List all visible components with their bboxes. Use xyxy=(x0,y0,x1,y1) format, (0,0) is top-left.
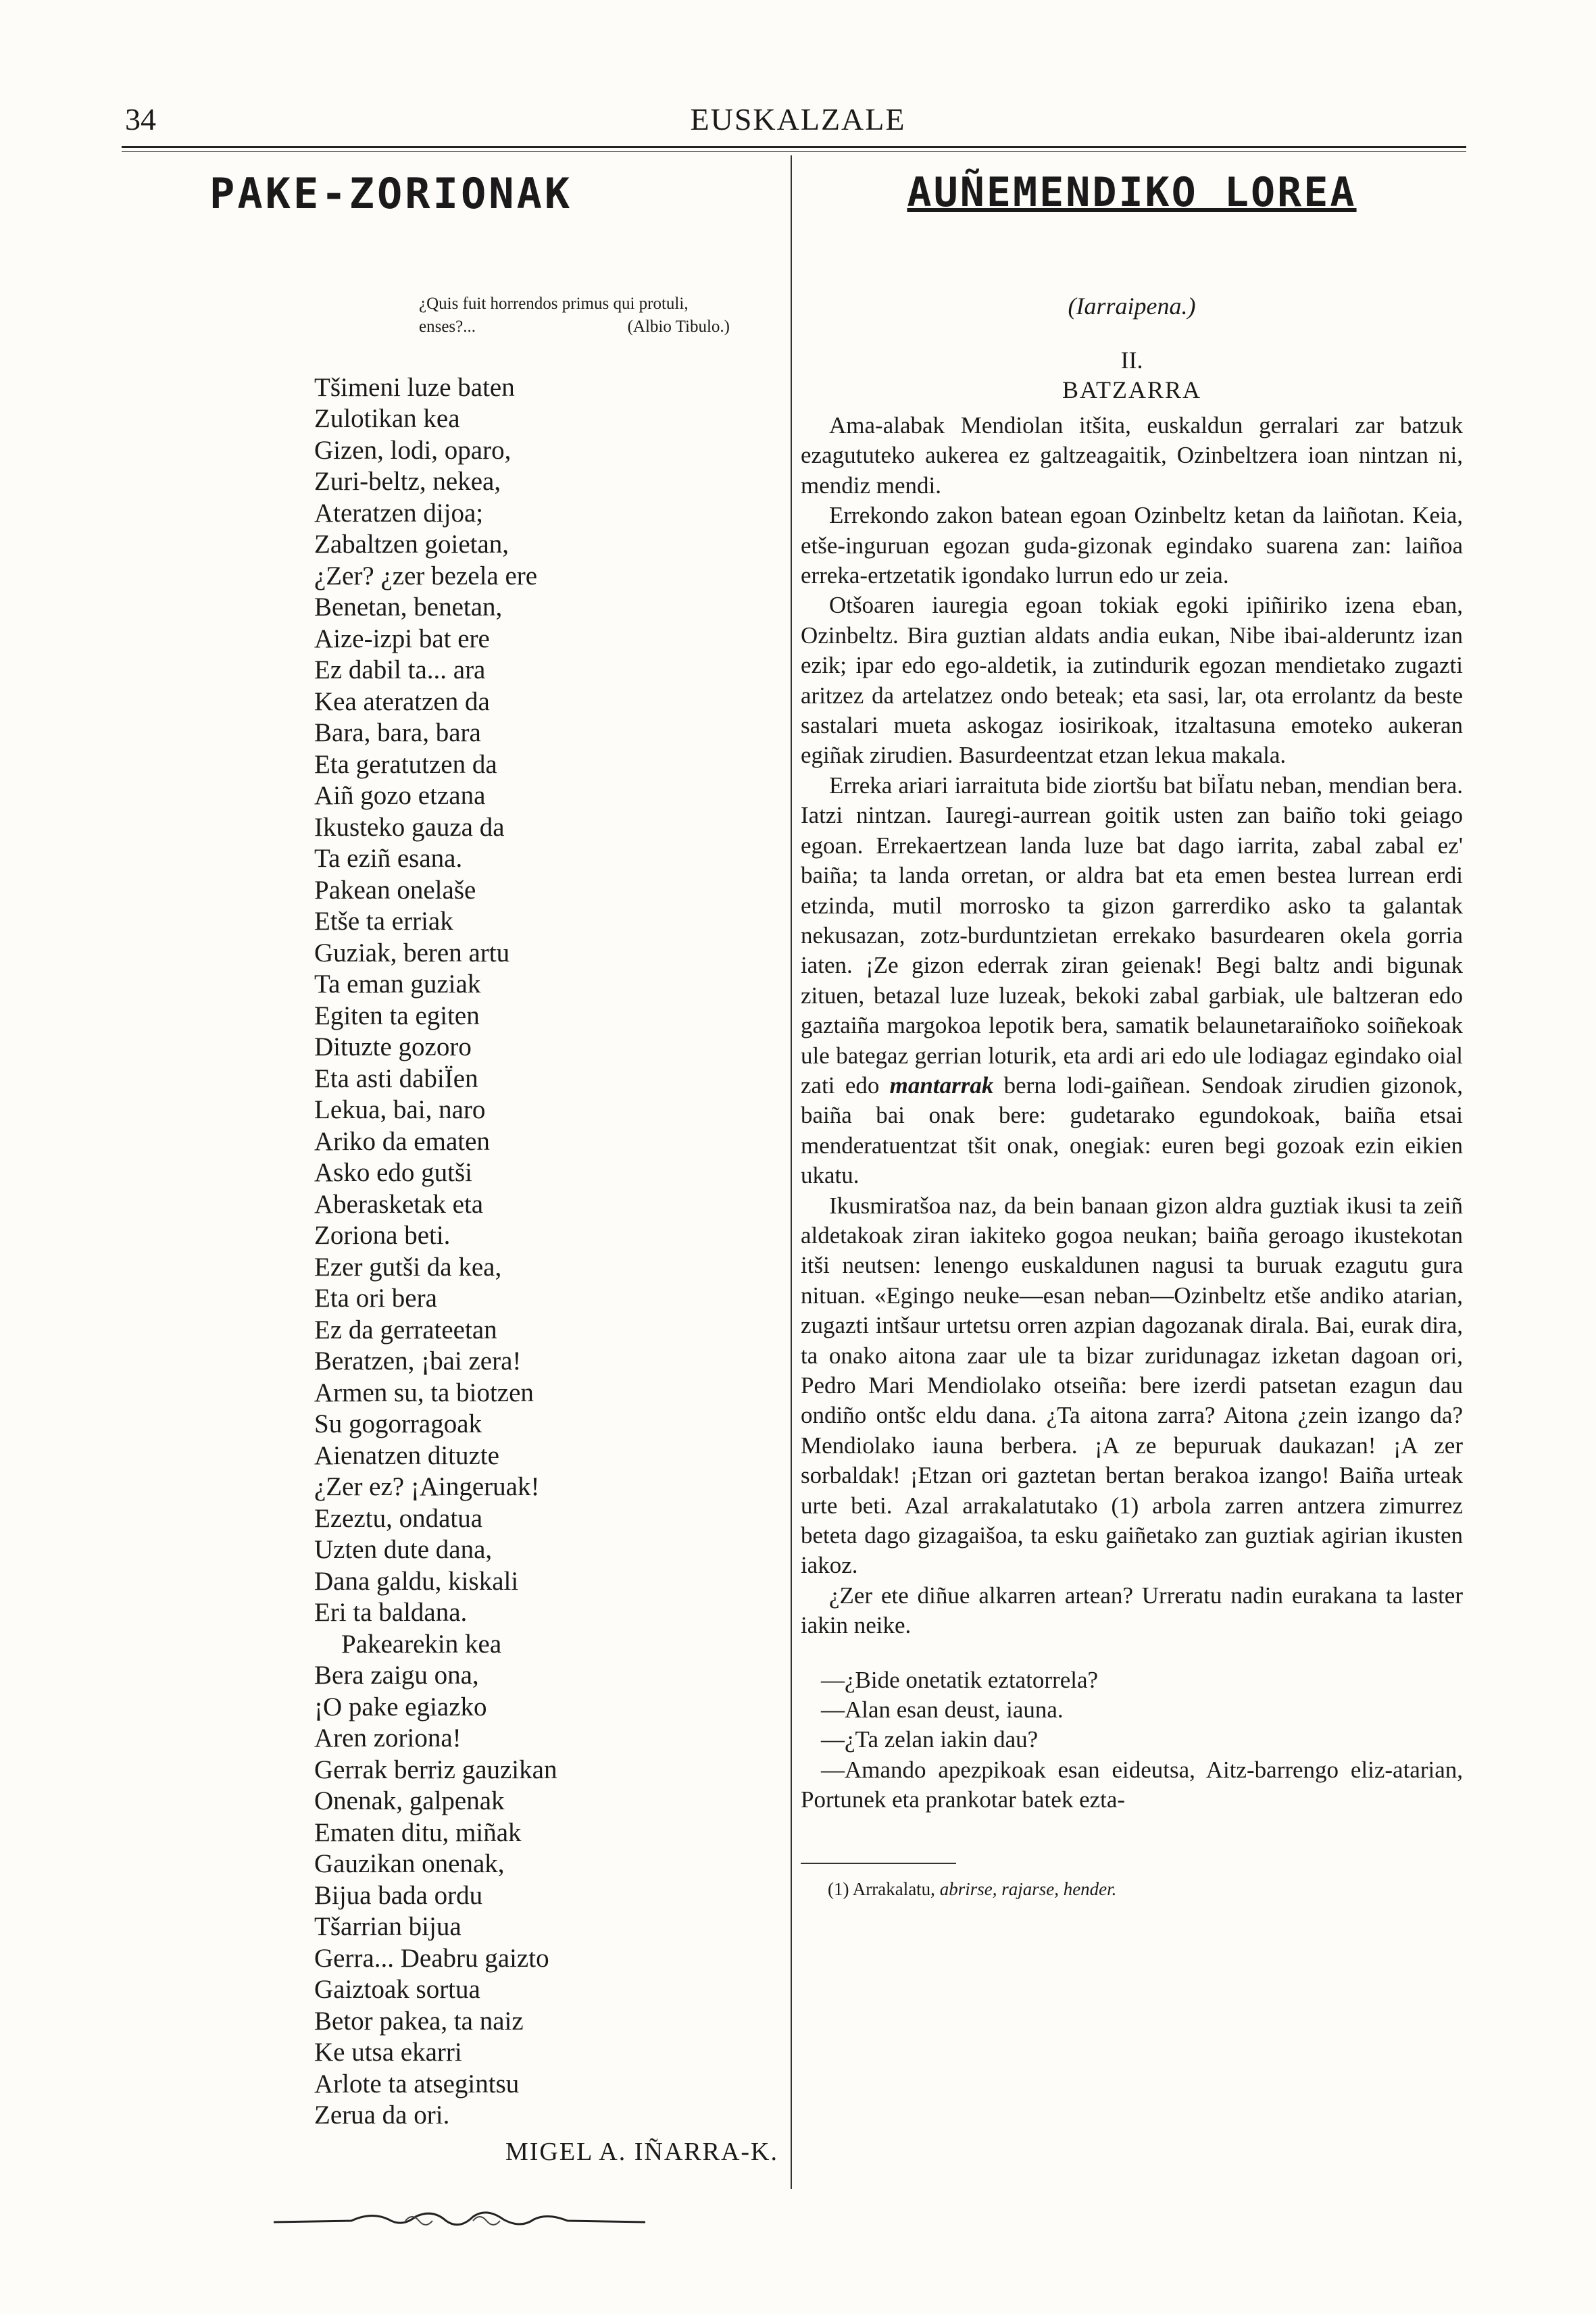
dialogue xyxy=(801,1665,1463,1815)
poem-line: Zabaltzen goietan, xyxy=(314,530,509,559)
poem-line: Aienatzen dituzte xyxy=(314,1440,499,1470)
column-divider xyxy=(791,155,792,2189)
poem-line: Aberasketak eta xyxy=(314,1189,484,1219)
ornament-divider xyxy=(270,2207,784,2238)
footnote-italic: abrirse, rajarse, hender. xyxy=(939,1878,1117,1899)
poem-line: Benetan, benetan, xyxy=(314,593,503,622)
poem-line: ¿Zer ez? ¡Aingeruak! xyxy=(314,1472,540,1501)
poem-line: Aiñ gozo etzana xyxy=(314,781,486,810)
poem-line: Beratzen, ¡bai zera! xyxy=(314,1347,522,1376)
poem-line: Ta eman guziak xyxy=(314,970,481,999)
poem-line: Arlote ta atsegintsu xyxy=(314,2069,520,2098)
footnote-marker: (1) xyxy=(828,1878,849,1899)
poem-line: Dana galdu, kiskali xyxy=(314,1566,519,1596)
poem-line: Eri ta baldana. xyxy=(314,1598,468,1627)
page-number: 34 xyxy=(125,102,156,136)
ornament-flourish-icon xyxy=(270,2207,649,2234)
header-rule xyxy=(122,146,1466,148)
poem-line: Eta geratutzen da xyxy=(314,749,497,779)
paragraph: Errekondo zakon batean egoan Ozinbeltz ketan da laiñotan. Keia, etše-inguruan egozan guda-gizonak egindako suarena zan: laiñoa erreka-ertzetatik igondako lurrun edo ur zeia. xyxy=(801,502,1463,589)
poem-line: Lekua, bai, naro xyxy=(314,1095,486,1124)
poem-line: Ateratzen dijoa; xyxy=(314,498,484,528)
poem-line: Bara, bara, bara xyxy=(314,718,481,747)
poem-line: Etše ta erriak xyxy=(314,907,453,936)
poem-line: Guziak, beren artu xyxy=(314,938,510,967)
paragraph: Ikusmiratšoa naz, da bein banaan gizon aldra guztiak ikusi ta zeiñ aldetakoak ziran iakiteko gogoa neukan; baiña geroago ikustekotan itši neutsen: lenengo euskaldunen nagusi ta buruak ezagutu gura nituan. «Egingo neuke—esan neban—Ozinbeltz etše andiko atarian, zugazti intšaur urtetsu orren azpian dagozanak dirala. Bai, eurak dira, ta onako aitona zaar ule ta bizar zuridunagaz izketan dagoan ori, Pedro Mari Mendiolako otseiña: bere izerdi patsetan ezagun dau ondiño ontšc eldu dana. ¿Ta aitona zarra? Aitona ¿zein izango da? Mendiolako iauna berbera. ¡A ze bepuruak daukazan! ¡A zer sorbaldak! ¡Etzan ori gaztetan bertan berakoa izango! Baiña urteak urte beti. Azal arrakalatutako (1) arbola zarren antzera zimurrez beteta dago gizagaišoa, ta esku gaiñetako zan guztiak agirian ikusten iakoz. xyxy=(801,1192,1463,1579)
section-title: BATZARRA xyxy=(1062,376,1202,403)
dialogue-line: —Amando apezpikoak esan eideutsa, Aitz-barrengo eliz-atarian, Portunek eta prankotar batek ezta- xyxy=(801,1756,1463,1813)
story-body xyxy=(801,411,1463,1815)
left-column xyxy=(203,169,784,2238)
poem-line: Ta eziñ esana. xyxy=(314,844,463,873)
poem-line: Bera zaigu ona, xyxy=(314,1661,479,1690)
paragraph: Ama-alabak Mendiolan itšita, euskaldun gerralari zar batzuk ezagututeko aukerea ez galtzeagaitik, Ozinbeltzera ioan nintzan ni, mendiz mendi. xyxy=(801,412,1463,499)
dialogue-line: —¿Ta zelan iakin dau? xyxy=(821,1726,1039,1753)
chapter-number: II. xyxy=(1120,347,1143,374)
poem-title: PAKE-ZORIONAK xyxy=(209,169,573,218)
poem-line: Tšimeni luze baten xyxy=(314,372,515,402)
poem-line: Ematen ditu, miñak xyxy=(314,1817,522,1847)
poem-line: Bijua bada ordu xyxy=(314,1880,483,1910)
poem-line: Zoriona beti. xyxy=(314,1221,451,1250)
poem-line: Ez dabil ta... ara xyxy=(314,655,486,684)
poem-line: Ikusteko gauza da xyxy=(314,812,505,842)
poem-line: Egiten ta egiten xyxy=(314,1001,480,1030)
poem-line: Eta ori bera xyxy=(314,1284,437,1313)
header-rule-thin xyxy=(122,151,1466,152)
poem-line: Gerra... Deabru gaizto xyxy=(314,1943,549,1973)
author-signature: MIGEL A. IÑARRA-K. xyxy=(505,2137,778,2166)
poem-line: Ezeztu, ondatua xyxy=(314,1503,483,1533)
poem-line: Pakearekin kea xyxy=(341,1629,502,1659)
poem-line: Ezer gutši da kea, xyxy=(314,1252,502,1282)
poem-line: Dituzte gozoro xyxy=(314,1032,472,1061)
poem-line: Aren zoriona! xyxy=(314,1724,462,1753)
poem-line: Eta asti dabiÏen xyxy=(314,1063,478,1093)
poem-line: Kea ateratzen da xyxy=(314,686,490,716)
poem-line: Asko edo gutši xyxy=(314,1158,472,1187)
paragraphs xyxy=(801,411,1463,1641)
paragraph: Erreka ariari iarraituta bide ziortšu bat biÏatu neban, mendian bera. Iatzi nintzan. Iauregi-aurrean goitik usten zan baiño toki geiago egoan. Errekaertzean landa luze bat dago iarrita, zabal zabal ez' baiña; ta landa orretan, or aldra bat eta emen bestea lurrean erdi etzinda, mutil morrosko ta gizon garrerdiko asko ta galantak nekusazan, zotz-burduntzietan errekako basurdearen okela gorria iaten. ¡Ze gizon ederrak ziran geienak! Begi baltz andi bigunak zituen, betazal luze luzeak, bekoki zabal garbiak, ule baltzeran edo gaztaiña margokoa lepotik bera, samatik belaunetaraiñoko soiñekoak ule bategaz gerrian loturik, eta ardi ari edo ule lodiagaz egindako oial zati edo mantarrak berna lodi-gaiñean. Sendoak zirudien gizonok, baiña bai onak bere: gudetarako egundokoak, baiña etsai menderatuentzat tšit onak, onegiak: euren begi gozoak ezin eikien ukatu. xyxy=(801,772,1463,1189)
footnote-text: Arrakalatu, xyxy=(852,1878,935,1899)
poem-line: Su gogorragoak xyxy=(314,1409,482,1438)
epigraph-line: ¿Quis fuit horrendos primus qui protuli, xyxy=(419,295,689,313)
poem-line: Gauzikan onenak, xyxy=(314,1849,505,1878)
spacer xyxy=(801,1641,1463,1665)
running-head: EUSKALZALE xyxy=(690,102,906,136)
footnote-rule xyxy=(801,1863,956,1864)
epigraph-text: enses?... xyxy=(419,317,476,336)
paragraph: Otšoaren iauregia egoan tokiak egoki ipiñiriko izena eban, Ozinbeltz. Bira guztian aldats andia eukan, Nibe ibai-alderuntz izan ezik; ipar edo ego-aldetik, ia zutindurik egozan mendietako zugazti aritzez da artelatzez ondo beteak; eta sasi, lar, ota errolantz da beste sastalari mueta askogaz iosirikoak, itzaltasuna emoteko aukeran egiñak zirudien. Basurdeentzat etzan lekua makala. xyxy=(801,592,1463,769)
story-subtitle: (Iarraipena.) xyxy=(1068,293,1196,320)
poem-line: Ez da gerrateetan xyxy=(314,1315,497,1344)
poem-line: Ke utsa ekarri xyxy=(314,2038,462,2067)
poem-line: Armen su, ta biotzen xyxy=(314,1378,534,1407)
poem-line: Gerrak berriz gauzikan xyxy=(314,1755,557,1784)
poem-line: Betor pakea, ta naiz xyxy=(314,2006,524,2036)
poem-line: Gizen, lodi, oparo, xyxy=(314,435,512,465)
dialogue-line: —Alan esan deust, iauna. xyxy=(821,1696,1064,1724)
poem-line: ¿Zer? ¿zer bezela ere xyxy=(314,561,538,590)
poem-body xyxy=(314,372,784,2132)
footnote xyxy=(801,1879,1463,1900)
poem-line: Zerua da ori. xyxy=(314,2101,450,2130)
epigraph-line xyxy=(419,316,730,338)
poem-line: Gaiztoak sortua xyxy=(314,1975,480,2004)
dialogue-line: —¿Bide onetatik eztatorrela? xyxy=(821,1666,1099,1693)
epigraph-source: (Albio Tibulo.) xyxy=(627,317,730,336)
poem-line: Zuri-beltz, nekea, xyxy=(314,467,501,496)
poem-line: Uzten dute dana, xyxy=(314,1535,493,1564)
poem-line: Pakean onelaše xyxy=(314,875,476,905)
poem-line: Zulotikan kea xyxy=(314,404,460,433)
poem-line: Onenak, galpenak xyxy=(314,1786,505,1815)
italic-term: mantarrak xyxy=(889,1072,994,1099)
story-title: AUÑEMENDIKO LOREA xyxy=(907,169,1357,216)
poem-line: ¡O pake egiazko xyxy=(314,1692,487,1721)
right-column xyxy=(801,169,1463,1900)
epigraph xyxy=(419,293,784,338)
poem-line: Tšarrian bijua xyxy=(314,1912,462,1941)
poem-line: Ariko da ematen xyxy=(314,1126,490,1156)
poem-line: Aize-izpi bat ere xyxy=(314,624,490,653)
paragraph: ¿Zer ete diñue alkarren artean? Urreratu nadin eurakana ta laster iakin neike. xyxy=(801,1582,1463,1639)
